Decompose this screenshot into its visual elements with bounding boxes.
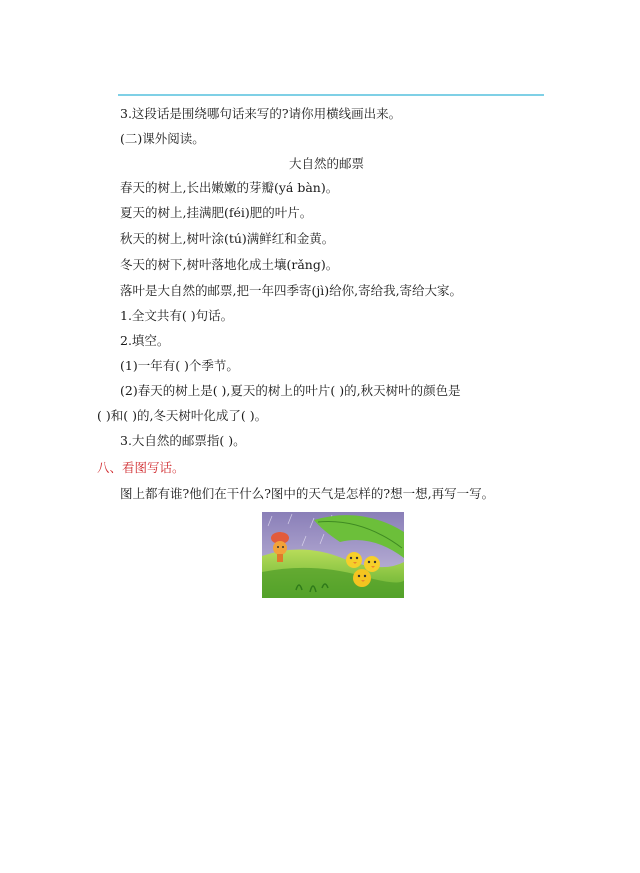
- question-2: 2.填空。: [120, 333, 170, 348]
- section-8-prompt: 图上都有谁?他们在干什么?图中的天气是怎样的?想一想,再写一写。: [120, 486, 495, 501]
- question-3-previous: 3.这段话是围绕哪句话来写的?请你用横线画出来。: [120, 106, 402, 121]
- question-2-1: (1)一年有( )个季节。: [120, 358, 239, 373]
- question-1: 1.全文共有( )句话。: [120, 308, 234, 323]
- article-line-3: 秋天的树上,树叶涂(tú)满鲜红和金黄。: [120, 231, 335, 246]
- article-line-1: 春天的树上,长出嫩嫩的芽瓣(yá bàn)。: [120, 180, 339, 195]
- article-title: 大自然的邮票: [289, 156, 365, 171]
- article-line-4: 冬天的树下,树叶落地化成土壤(rǎng)。: [120, 257, 339, 272]
- rain-scene-illustration: [262, 512, 404, 598]
- part-2-title: (二)课外阅读。: [120, 131, 205, 146]
- top-divider-line: [118, 94, 544, 96]
- question-3: 3.大自然的邮票指( )。: [120, 433, 246, 448]
- article-line-5: 落叶是大自然的邮票,把一年四季寄(jì)给你,寄给我,寄给大家。: [120, 283, 463, 298]
- question-2-2-line-b: ( )和( )的,冬天树叶化成了( )。: [97, 408, 268, 423]
- question-2-2-line-a: (2)春天的树上是( ),夏天的树上的叶片( )的,秋天树叶的颜色是: [120, 383, 461, 398]
- article-line-2: 夏天的树上,挂满肥(féi)肥的叶片。: [120, 205, 313, 220]
- section-8-heading: 八、看图写话。: [97, 460, 185, 475]
